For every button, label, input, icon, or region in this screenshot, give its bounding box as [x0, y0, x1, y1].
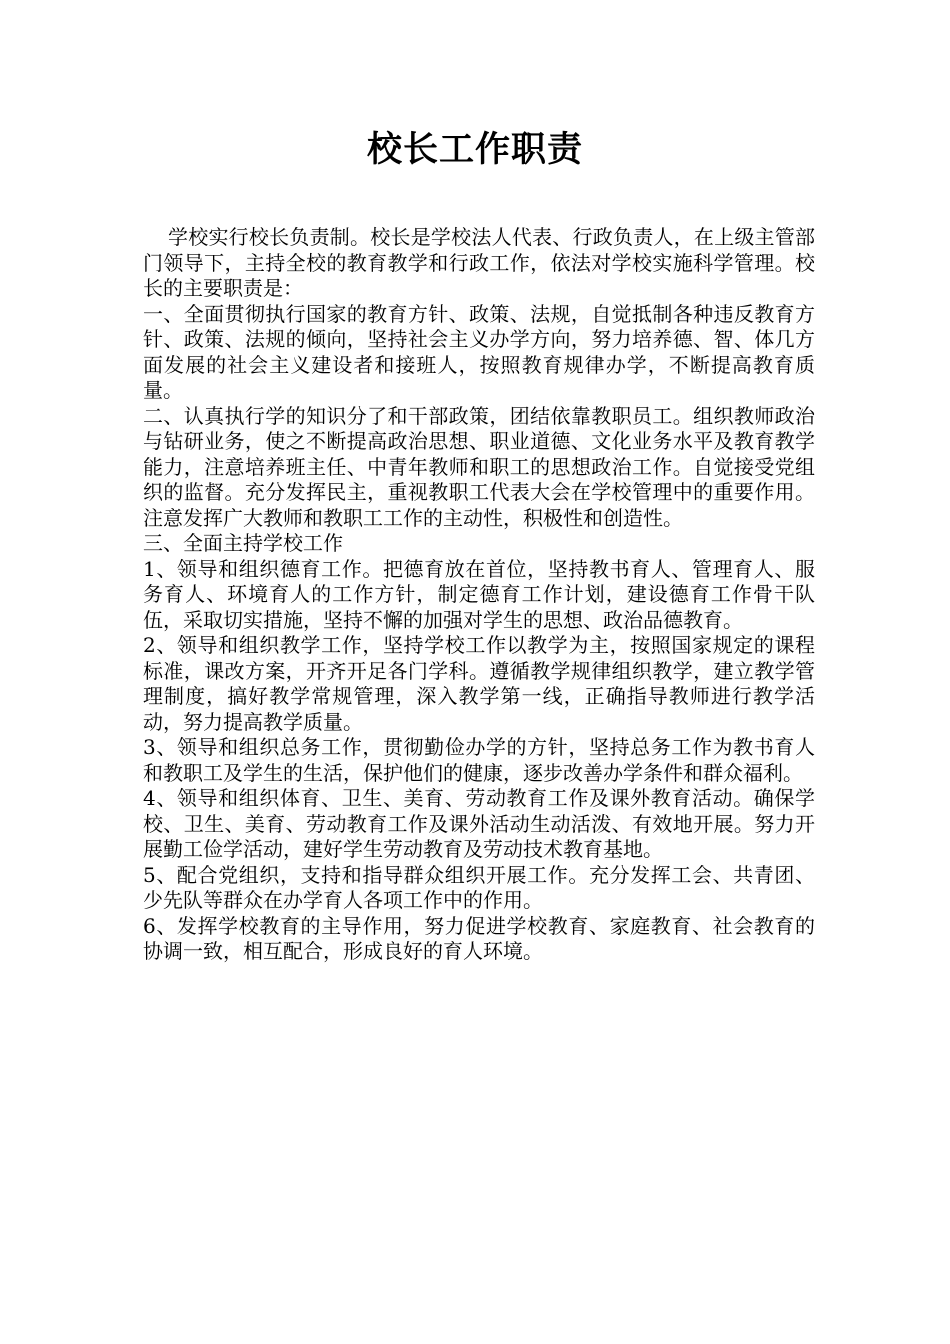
document-title: 校长工作职责 [366, 129, 583, 170]
duty-item-3: 3、领导和组织总务工作，贯彻勤俭办学的方针，坚持总务工作为教书育人和教职工及学生的生活，保护他们的健康，逐步改善办学条件和群众福利。 [143, 735, 815, 785]
duty-paragraph-2: 二、认真执行学的知识分了和干部政策，团结依靠教职员工。组织教师政治与钻研业务，使之不断提高政治思想、职业道德、文化业务水平及教育教学能力，注意培养班主任、中青年教师和职工的思想政治工作。自觉接受党组织的监督。充分发挥民主，重视教职工代表大会在学校管理中的重要作用。注意发挥广大教师和教职工工作的主动性，积极性和创造性。 [143, 403, 815, 530]
duty-paragraph-1: 一、全面贯彻执行国家的教育方针、政策、法规，自觉抵制各种违反教育方针、政策、法规的倾向，坚持社会主义办学方向，努力培养德、智、体几方面发展的社会主义建设者和接班人，按照教育规律办学，不断提高教育质量。 [143, 301, 815, 402]
intro-paragraph: 学校实行校长负责制。校长是学校法人代表、行政负责人，在上级主管部门领导下，主持全校的教育教学和行政工作，依法对学校实施科学管理。校长的主要职责是： [143, 225, 815, 300]
duty-item-1: 1、领导和组织德育工作。把德育放在首位，坚持教书育人、管理育人、服务育人、环境育人的工作方针，制定德育工作计划，建设德育工作骨干队伍，采取切实措施，坚持不懈的加强对学生的思想、政治品德教育。 [143, 556, 815, 632]
duty-item-6: 6、发挥学校教育的主导作用，努力促进学校教育、家庭教育、社会教育的协调一致，相互配合，形成良好的育人环境。 [143, 913, 815, 963]
duty-heading-3: 三、全面主持学校工作 [143, 531, 343, 555]
duty-item-5: 5、配合党组织，支持和指导群众组织开展工作。充分发挥工会、共青团、少先队等群众在办学育人各项工作中的作用。 [143, 862, 815, 912]
duty-item-2: 2、领导和组织教学工作，坚持学校工作以教学为主，按照国家规定的课程标准，课改方案，开齐开足各门学科。遵循教学规律组织教学，建立教学管理制度，搞好教学常规管理，深入教学第一线，正确指导教师进行教学活动，努力提高教学质量。 [143, 633, 815, 734]
document-body [143, 225, 815, 965]
duty-item-4: 4、领导和组织体育、卫生、美育、劳动教育工作及课外教育活动。确保学校、卫生、美育、劳动教育工作及课外活动生动活泼、有效地开展。努力开展勤工俭学活动，建好学生劳动教育及劳动技术教育基地。 [143, 786, 815, 861]
